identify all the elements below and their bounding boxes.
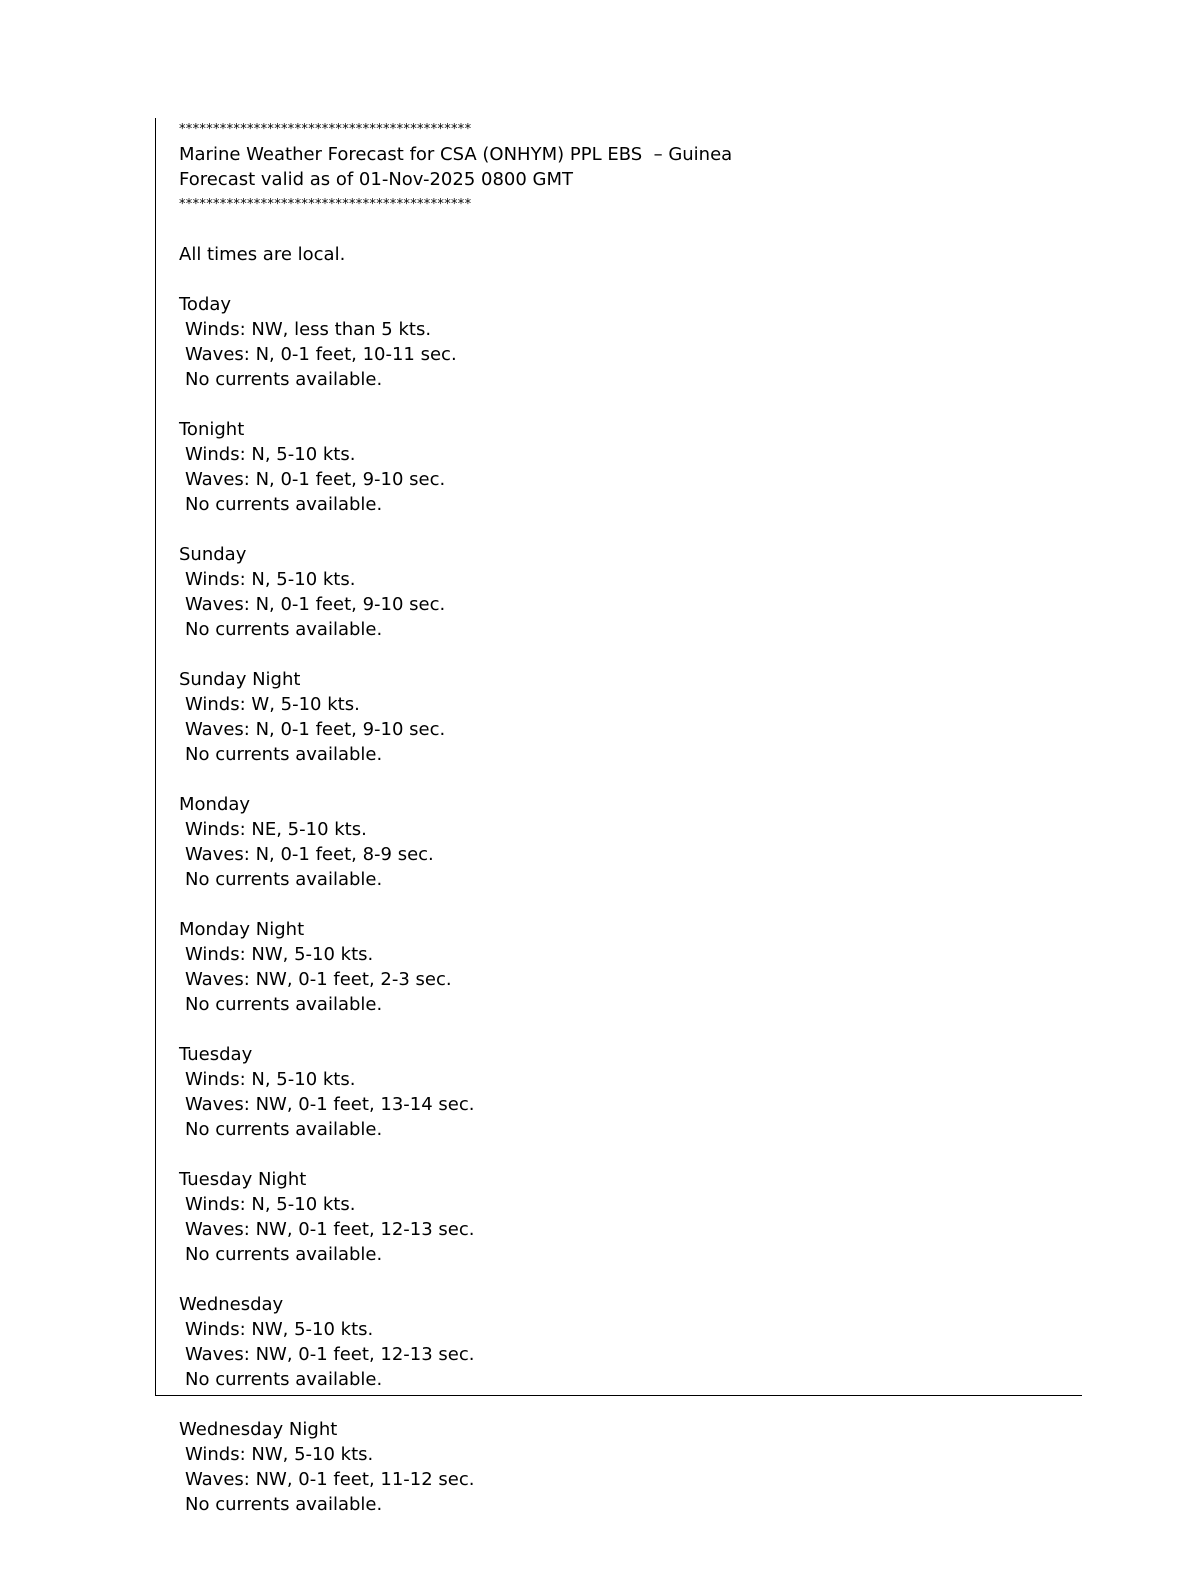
period-winds: Winds: NW, 5-10 kts.: [185, 1444, 374, 1465]
period-waves: Waves: NW, 0-1 feet, 2-3 sec.: [185, 969, 452, 990]
period-currents: No currents available.: [185, 1244, 383, 1265]
period-waves: Waves: N, 0-1 feet, 10-11 sec.: [185, 344, 457, 365]
period-winds: Winds: NW, less than 5 kts.: [185, 319, 432, 340]
period-sunday: [179, 542, 1079, 667]
times-note: All times are local.: [179, 244, 346, 265]
period-waves: Waves: NW, 0-1 feet, 12-13 sec.: [185, 1344, 475, 1365]
header-stars-top: *******************************************: [179, 122, 472, 137]
frame-left-border: [155, 118, 156, 1396]
period-currents: No currents available.: [185, 1119, 383, 1140]
period-waves: Waves: NW, 0-1 feet, 12-13 sec.: [185, 1219, 475, 1240]
period-sunday-night: [179, 667, 1079, 792]
spacer: [179, 392, 1079, 417]
period-name: Wednesday Night: [179, 1419, 338, 1440]
period-currents: No currents available.: [185, 744, 383, 765]
period-name: Tonight: [179, 419, 245, 440]
spacer: [179, 892, 1079, 917]
period-currents: No currents available.: [185, 1369, 383, 1390]
period-name: Sunday: [179, 544, 247, 565]
period-name: Wednesday: [179, 1294, 284, 1315]
period-waves: Waves: NW, 0-1 feet, 13-14 sec.: [185, 1094, 475, 1115]
period-name: Tuesday: [179, 1044, 253, 1065]
period-tuesday: [179, 1042, 1079, 1167]
period-monday-night: [179, 917, 1079, 1042]
period-winds: Winds: N, 5-10 kts.: [185, 569, 356, 590]
period-name: Monday Night: [179, 919, 305, 940]
spacer: [179, 517, 1079, 542]
period-waves: Waves: NW, 0-1 feet, 11-12 sec.: [185, 1469, 475, 1490]
spacer: [179, 217, 1079, 242]
period-tonight: [179, 417, 1079, 542]
period-currents: No currents available.: [185, 494, 383, 515]
period-waves: Waves: N, 0-1 feet, 9-10 sec.: [185, 719, 446, 740]
period-monday: [179, 792, 1079, 917]
period-winds: Winds: NW, 5-10 kts.: [185, 1319, 374, 1340]
period-name: Sunday Night: [179, 669, 301, 690]
period-currents: No currents available.: [185, 369, 383, 390]
period-winds: Winds: N, 5-10 kts.: [185, 1194, 356, 1215]
spacer: [179, 642, 1079, 667]
spacer: [179, 1017, 1079, 1042]
period-currents: No currents available.: [185, 869, 383, 890]
period-winds: Winds: W, 5-10 kts.: [185, 694, 360, 715]
forecast-valid-time: Forecast valid as of 01-Nov-2025 0800 GMT: [179, 169, 573, 190]
period-winds: Winds: N, 5-10 kts.: [185, 444, 356, 465]
period-winds: Winds: NE, 5-10 kts.: [185, 819, 367, 840]
period-name: Tuesday Night: [179, 1169, 307, 1190]
forecast-title: Marine Weather Forecast for CSA (ONHYM) PPL EBS – Guinea: [179, 144, 733, 165]
period-today: [179, 292, 1079, 417]
period-name: Today: [179, 294, 232, 315]
period-name: Monday: [179, 794, 251, 815]
period-waves: Waves: N, 0-1 feet, 8-9 sec.: [185, 844, 434, 865]
period-wednesday-night: [179, 1417, 1079, 1517]
forecast-document: [179, 117, 1079, 1517]
period-winds: Winds: N, 5-10 kts.: [185, 1069, 356, 1090]
spacer: [179, 1392, 1079, 1417]
spacer: [179, 767, 1079, 792]
spacer: [179, 1267, 1079, 1292]
spacer: [179, 1142, 1079, 1167]
period-currents: No currents available.: [185, 994, 383, 1015]
period-winds: Winds: NW, 5-10 kts.: [185, 944, 374, 965]
period-waves: Waves: N, 0-1 feet, 9-10 sec.: [185, 469, 446, 490]
period-currents: No currents available.: [185, 1494, 383, 1515]
period-waves: Waves: N, 0-1 feet, 9-10 sec.: [185, 594, 446, 615]
period-tuesday-night: [179, 1167, 1079, 1292]
header-stars-bottom: *******************************************: [179, 197, 472, 212]
period-wednesday: [179, 1292, 1079, 1417]
period-currents: No currents available.: [185, 619, 383, 640]
spacer: [179, 267, 1079, 292]
